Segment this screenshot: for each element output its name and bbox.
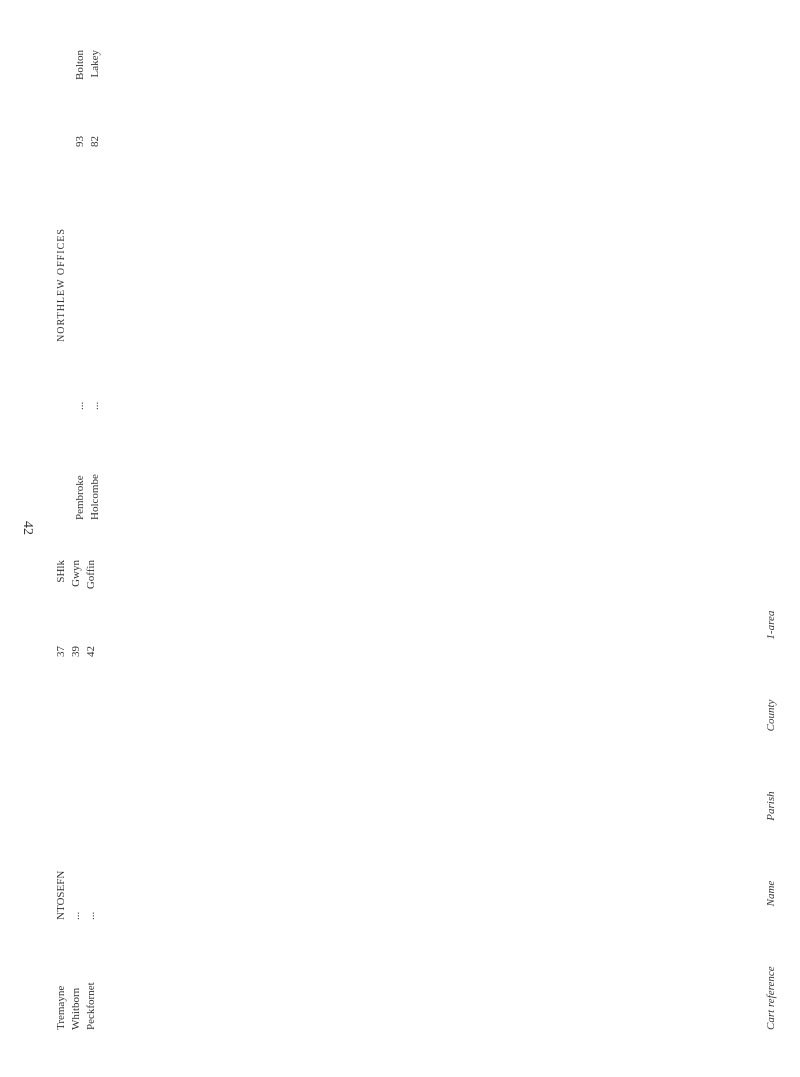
footer-mid1: Name	[765, 880, 777, 907]
column-footer	[765, 611, 777, 1030]
cell-name: Holcombe	[89, 474, 101, 520]
cell-place: Lakey	[89, 50, 101, 78]
cell-ref: ...	[85, 911, 97, 920]
cell-num: 39	[70, 646, 82, 657]
cell-place: Goffin	[85, 560, 97, 590]
footer-mid2: Parish	[765, 791, 777, 821]
table-row	[84, 560, 99, 1030]
table-row	[73, 50, 88, 520]
cell-ref: NTOSEFN	[55, 870, 67, 920]
section-title: NORTHLEW OFFICES	[56, 228, 67, 342]
cell-num: 37	[55, 646, 67, 657]
footer-left: Cart reference	[765, 966, 777, 1030]
cell-ref: ...	[89, 401, 101, 410]
table-row	[54, 560, 69, 1030]
page-number: 42	[20, 521, 35, 535]
cell-name: Peckfornet	[85, 982, 97, 1030]
cell-ref: ...	[70, 911, 82, 920]
footer-right2: 1-area	[765, 610, 777, 640]
cell-name: Pembroke	[74, 475, 86, 520]
cell-place: SHlk	[55, 560, 67, 583]
column-left	[50, 560, 750, 1030]
cell-place: Gwyn	[70, 560, 82, 587]
rotated-page-content	[50, 30, 777, 1030]
table-row	[88, 50, 103, 520]
cell-num: 93	[74, 136, 86, 147]
column-right	[50, 50, 750, 520]
footer-right1: County	[765, 699, 777, 732]
cell-name: Tremayne	[55, 985, 67, 1030]
cell-name: Whitborn	[70, 987, 82, 1030]
cell-num: 82	[89, 136, 101, 147]
cell-place: Bolton	[74, 50, 86, 80]
cell-num: 42	[85, 646, 97, 657]
table-row	[69, 560, 84, 1030]
cell-ref: ...	[74, 401, 86, 410]
